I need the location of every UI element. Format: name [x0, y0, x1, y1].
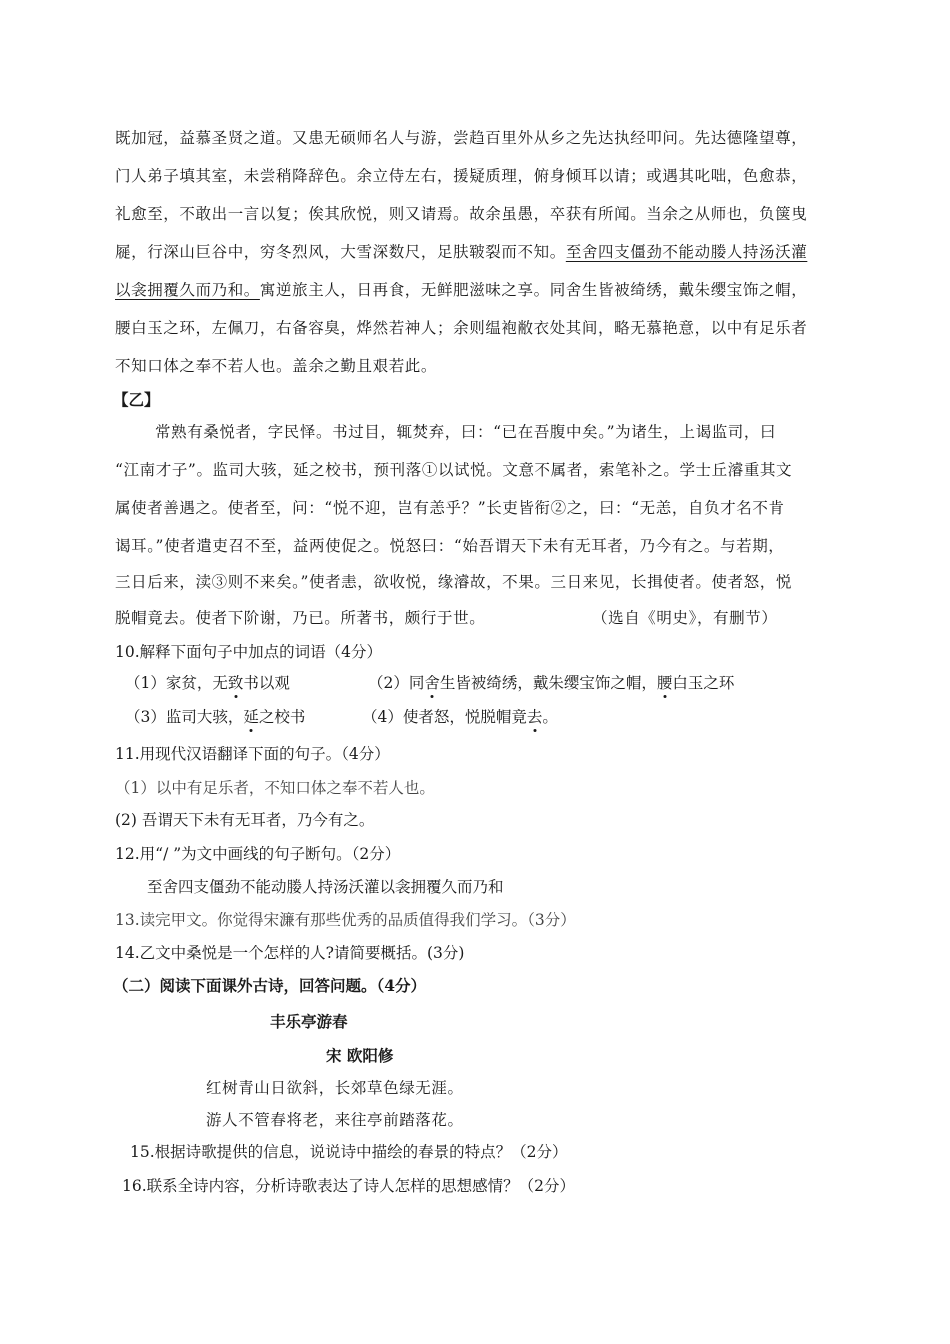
- underlined-sentence-part-2: 以衾拥覆久而乃和。: [115, 281, 260, 299]
- q10-item-2-text-c: 白玉之环: [672, 674, 735, 692]
- question-10-item-1: [125, 673, 290, 693]
- q10-item-4-dotted-word: 去: [526, 708, 543, 726]
- passage-yi-source: （选自《明史》，有删节）: [592, 609, 778, 627]
- poem-author: 宋 欧阳修: [326, 1046, 394, 1065]
- q10-item-3-text-b: 之校书: [258, 708, 306, 726]
- underlined-sentence-part-1: 至舍四支僵劲不能动媵人持汤沃灌: [565, 243, 808, 261]
- q10-item-3-text-a: （3）监司大骇，: [125, 708, 244, 726]
- q10-item-1-dotted-word: 致: [227, 674, 244, 692]
- section-2-heading: （二）阅读下面课外古诗，回答问题。（4分）: [113, 976, 427, 995]
- poem-line-2: 游人不管春将老，来往亭前踏落花。: [206, 1111, 464, 1129]
- question-10-item-4: [362, 707, 558, 727]
- question-10-item-2: [368, 673, 734, 693]
- q10-item-2-dotted-word-2: 腰: [656, 674, 673, 692]
- passage-jia-line-4-text: 屣，行深山巨谷中，穷冬烈风，大雪深数尺，足肤皲裂而不知。: [115, 243, 566, 261]
- q10-item-4-text-b: 。: [542, 708, 558, 726]
- question-10-item-3: [125, 707, 305, 727]
- passage-jia-line-3: 礼愈至，不敢出一言以复；俟其欣悦，则又请焉。故余虽愚，卒获有所闻。当余之从师也，负箧曳: [115, 205, 808, 223]
- question-11-sentence-2: (2) 吾谓天下未有无耳者，乃今有之。: [115, 811, 375, 829]
- poem-line-1: 红树青山日欲斜，长郊草色绿无涯。: [206, 1079, 464, 1097]
- passage-yi-line-1: 常熟有桑悦者，字民怿。书过目，辄焚弃，曰：“已在吾腹中矣。”为诸生，上谒监司，曰: [155, 423, 777, 441]
- passage-yi-heading: 【乙】: [113, 390, 160, 409]
- passage-jia-line-1: 既加冠，益慕圣贤之道。又患无硕师名人与游，尝趋百里外从乡之先达执经叩问。先达德隆望尊，: [115, 129, 808, 147]
- passage-jia-line-5: [115, 280, 807, 300]
- passage-yi-line-5: 三日后来，渎③则不来矣。”使者恚，欲收悦，缘濬故，不果。三日来见，长揖使者。使者怒，悦: [115, 573, 792, 591]
- q10-item-1-text-b: 书以观: [243, 674, 290, 692]
- q10-item-2-text-b: 生皆被绮绣，戴朱缨宝饰之帽，: [439, 674, 657, 692]
- question-10-title: 10.解释下面句子中加点的词语（4分）: [115, 643, 383, 661]
- passage-yi-line-6: 脱帽竟去。使者下阶谢，乃已。所著书，颇行于世。: [115, 609, 486, 627]
- q10-item-2-dotted-word-1: 舍: [424, 674, 440, 692]
- question-13: 13.读完甲文。你觉得宋濂有那些优秀的品质值得我们学习。（3分）: [115, 911, 576, 929]
- passage-yi-line-3: 属使者善遇之。使者至，问：“悦不迎，岂有恙乎？”长吏皆衔②之，曰：“无恙，自负才名不肯: [115, 499, 785, 517]
- q10-item-3-dotted-word: 延: [243, 708, 259, 726]
- passage-jia-line-4: [115, 242, 807, 262]
- question-16: 16.联系全诗内容，分析诗歌表达了诗人怎样的思想感情？（2分）: [122, 1177, 576, 1195]
- passage-jia-line-7: 不知口体之奉不若人也。盖余之勤且艰若此。: [115, 357, 438, 375]
- question-12-title: 12.用“/ ”为文中画线的句子断句。（2分）: [115, 845, 401, 863]
- passage-yi-line-4: 谒耳。”使者遣吏召不至，益两使促之。悦怒曰：“始吾谓天下未有无耳者，乃今有之。与若期，: [115, 537, 785, 555]
- q10-item-4-text-a: （4）使者怒，悦脱帽竟: [362, 708, 527, 726]
- question-11-sentence-1: （1）以中有足乐者，不知口体之奉不若人也。: [115, 779, 435, 797]
- q10-item-1-text-a: （1）家贫，无: [125, 674, 228, 692]
- q10-item-2-text-a: （2）同: [368, 674, 425, 692]
- question-11-title: 11.用现代汉语翻译下面的句子。（4分）: [115, 745, 390, 763]
- passage-jia-line-6: 腰白玉之环，左佩刀，右备容臭，烨然若神人；余则缊袍敝衣处其间，略无慕艳意，以中有足乐者: [115, 319, 808, 337]
- passage-jia-line-2: 门人弟子填其室，未尝稍降辞色。余立侍左右，援疑质理，俯身倾耳以请；或遇其叱咄，色愈恭，: [115, 167, 808, 185]
- question-14: 14.乙文中桑悦是一个怎样的人?请简要概括。(3分): [115, 944, 465, 962]
- question-15: 15.根据诗歌提供的信息，说说诗中描绘的春景的特点？（2分）: [130, 1143, 568, 1161]
- passage-yi-line-2: “江南才子”。监司大骇，延之校书，预刊落①以试悦。文意不属者，索笔补之。学士丘濬重其文: [115, 461, 793, 479]
- poem-title: 丰乐亭游春: [270, 1012, 348, 1031]
- passage-jia-line-5-text: 寓逆旅主人，日再食，无鲜肥滋味之享。同舍生皆被绮绣，戴朱缨宝饰之帽，: [259, 281, 808, 299]
- question-12-sentence: 至舍四支僵劲不能动媵人持汤沃灌以衾拥覆久而乃和: [147, 878, 504, 896]
